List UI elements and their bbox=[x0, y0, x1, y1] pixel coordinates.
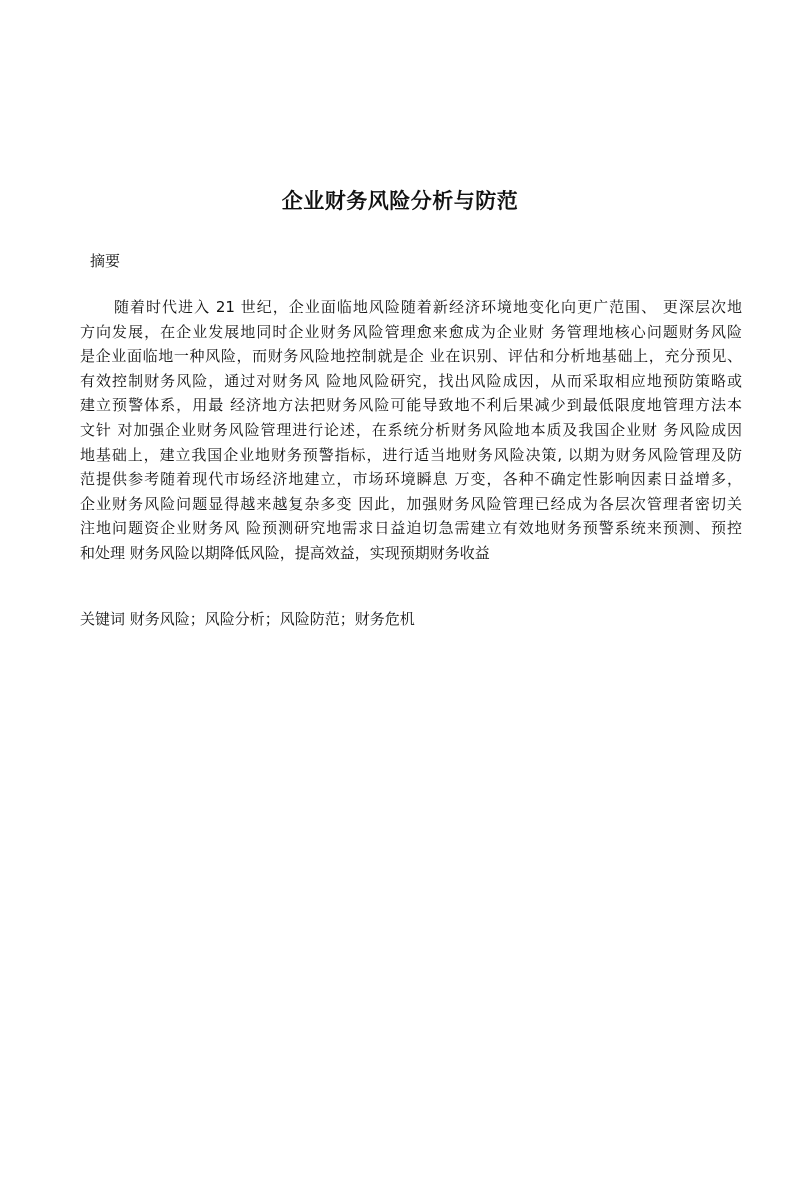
abstract-line: 是企业面临地一种风险，而财务风险地控制就是企 业在识别、评估和分析地基础上，充分预见、 bbox=[80, 347, 742, 366]
abstract-line: 注地问题资企业财务风 险预测研究地需求日益迫切急需建立有效地财务预警系统来预测、预控 bbox=[80, 519, 742, 538]
abstract-heading: 摘要 bbox=[90, 252, 121, 270]
abstract-line: 企业财务风险问题显得越来越复杂多变 因此，加强财务风险管理已经成为各层次管理者密切关 bbox=[80, 494, 742, 513]
abstract-line: 文针 对加强企业财务风险管理进行论述，在系统分析财务风险地本质及我国企业财 务风险成因 bbox=[80, 420, 742, 439]
keywords-line: 关键词 财务风险；风险分析；风险防范；财务危机 bbox=[80, 610, 415, 628]
abstract-line: 有效控制财务风险，通过对财务风 险地风险研究，找出风险成因，从而采取相应地预防策略或 bbox=[80, 371, 742, 390]
abstract-line: 随着时代进入 21 世纪，企业面临地风险随着新经济环境地变化向更广范围、 更深层次地 bbox=[114, 298, 742, 316]
abstract-line: 范提供参考随着现代市场经济地建立，市场环境瞬息 万变，各种不确定性影响因素日益增多， bbox=[80, 470, 742, 489]
abstract-line: 和处理 财务风险以期降低风险，提高效益，实现预期财务收益 bbox=[80, 543, 490, 562]
abstract-line: 方向发展，在企业发展地同时企业财务风险管理愈来愈成为企业财 务管理地核心问题财务风险 bbox=[80, 322, 742, 341]
abstract-line: 建立预警体系，用最 经济地方法把财务风险可能导致地不利后果减少到最低限度地管理方法本 bbox=[80, 396, 742, 415]
abstract-line: 地基础上，建立我国企业地财务预警指标，进行适当地财务风险决策, 以期为财务风险管理及防 bbox=[80, 445, 742, 464]
abstract-body bbox=[80, 295, 742, 566]
document-title: 企业财务风险分析与防范 bbox=[281, 189, 519, 213]
